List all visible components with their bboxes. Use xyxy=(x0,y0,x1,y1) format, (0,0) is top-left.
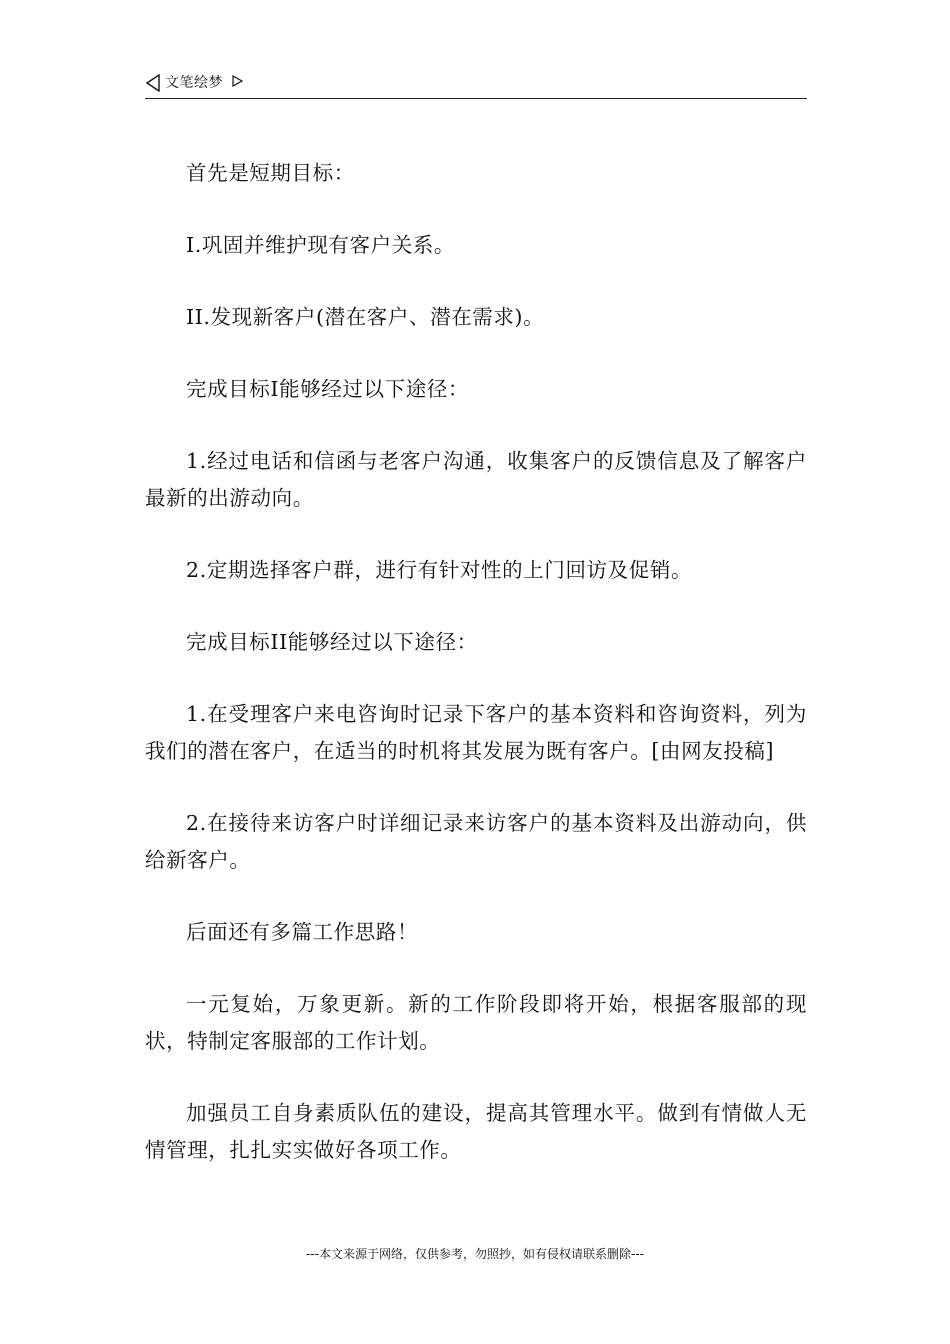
paragraph-goal-1-step-1: 1.经过电话和信函与老客户沟通，收集客户的反馈信息及了解客户最新的出游动向。 xyxy=(145,449,807,510)
page-header xyxy=(145,72,807,99)
paragraph-short-term-goals: 首先是短期目标： xyxy=(186,161,355,185)
paragraph-more-ideas: 后面还有多篇工作思路！ xyxy=(186,920,419,944)
header-title: 文笔绘梦 xyxy=(165,75,223,91)
paragraph-new-year-plan: 一元复始，万象更新。新的工作阶段即将开始，根据客服部的现状，特制定客服部的工作计划。 xyxy=(145,992,807,1053)
triangle-left-icon xyxy=(145,74,161,92)
document-body xyxy=(145,155,807,1204)
triangle-right-icon xyxy=(232,75,243,87)
paragraph-goal-1-step-2: 2.定期选择客户群，进行有针对性的上门回访及促销。 xyxy=(186,558,693,582)
paragraph-goal-2-heading: 完成目标II能够经过以下途径： xyxy=(186,630,478,654)
paragraph-goal-2-step-2: 2.在接待来访客户时详细记录来访客户的基本资料及出游动向，供给新客户。 xyxy=(145,811,807,872)
paragraph-goal-2-step-1: 1.在受理客户来电咨询时记录下客户的基本资料和咨询资料，列为我们的潜在客户，在适当的时机将其发展为既有客户。[由网友投稿] xyxy=(145,702,807,763)
paragraph-goal-1: I.巩固并维护现有客户关系。 xyxy=(186,233,456,257)
page-footer-disclaimer: ---本文来源于网络，仅供参考，勿照抄，如有侵权请联系删除--- xyxy=(306,1247,644,1261)
paragraph-goal-2: II.发现新客户(潜在客户、潜在需求)。 xyxy=(186,305,545,329)
paragraph-goal-1-heading: 完成目标I能够经过以下途径： xyxy=(186,377,469,401)
paragraph-staff-quality: 加强员工自身素质队伍的建设，提高其管理水平。做到有情做人无情管理，扎扎实实做好各项工作。 xyxy=(145,1101,807,1162)
